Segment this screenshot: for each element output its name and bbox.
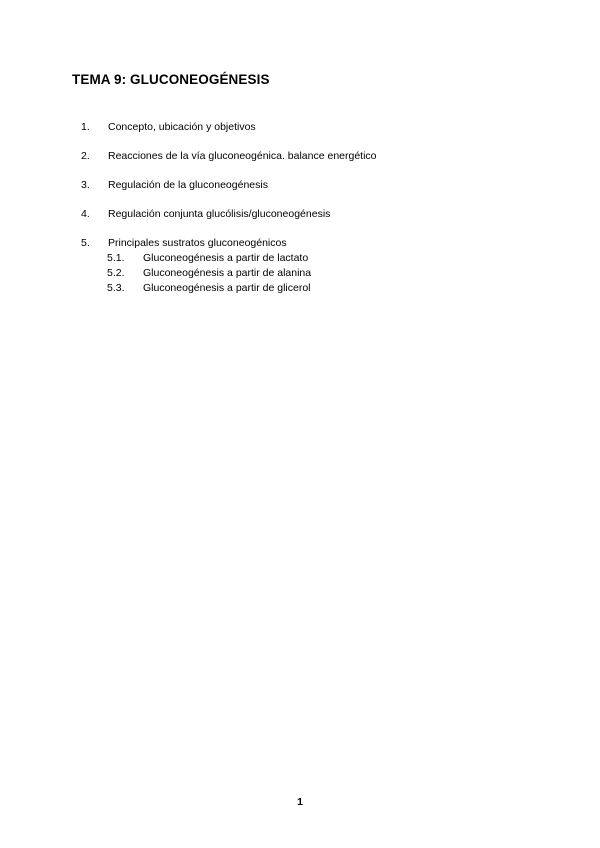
item-text: Concepto, ubicación y objetivos [108,121,256,133]
list-item [81,178,551,193]
item-text: Reacciones de la vía gluconeogénica. balance energético [108,150,377,162]
sub-item-number: 5.3. [107,282,125,294]
list-item [81,149,551,164]
list-item [81,207,551,222]
sub-list-item [107,266,551,281]
list-item [81,120,551,135]
page-title: TEMA 9: GLUCONEOGÉNESIS [72,72,270,87]
item-number: 3. [81,179,90,191]
sub-list-item [107,281,551,296]
sub-item-number: 5.1. [107,252,125,264]
item-number: 1. [81,121,90,133]
item-text: Regulación de la gluconeogénesis [108,179,268,191]
sub-item-text: Gluconeogénesis a partir de alanina [143,267,312,279]
sub-list-item [107,251,551,266]
item-number: 2. [81,150,90,162]
item-body [108,236,551,296]
item-number: 4. [81,208,90,220]
item-number: 5. [81,237,90,249]
list-item [81,236,551,296]
sub-list [107,251,551,296]
sub-item-text: Gluconeogénesis a partir de lactato [143,252,309,264]
table-of-contents [81,120,551,310]
item-text: Principales sustratos gluconeogénicos [108,237,287,249]
sub-item-number: 5.2. [107,267,125,279]
sub-item-text: Gluconeogénesis a partir de glicerol [143,282,311,294]
item-text: Regulación conjunta glucólisis/gluconeogénesis [108,208,331,220]
page-number: 1 [297,796,303,808]
